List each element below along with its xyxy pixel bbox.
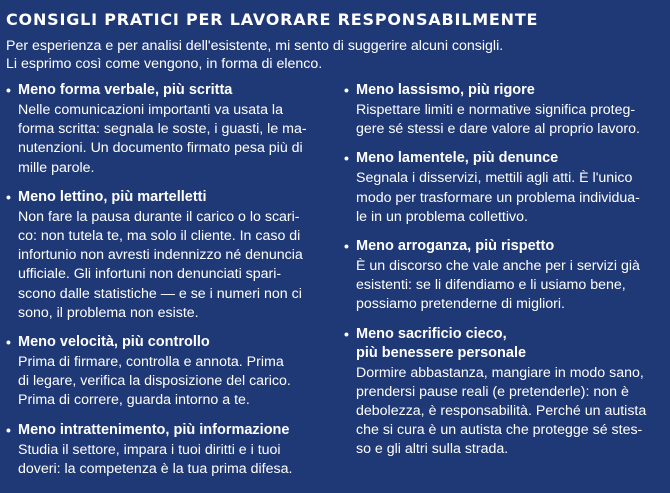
- advice-body-line: infortunio non avresti indennizzo né denuncia: [18, 247, 303, 264]
- advice-body: [6, 208, 336, 323]
- advice-title-line: Meno lettino, più martelletti: [18, 188, 207, 205]
- advice-body-line: scono dalle statistiche — e se i numeri non ci: [18, 285, 302, 302]
- panel-title: CONSIGLI PRATICI PER LAVORARE RESPONSABILMENTE: [6, 10, 539, 29]
- advice-item-meno-forma-verbale-piu-scritta: [6, 81, 336, 178]
- advice-body-line: Nelle comunicazioni importanti va usata la: [18, 102, 283, 118]
- advice-body-line: sono, il problema non esiste.: [18, 304, 199, 321]
- advice-item-meno-lassismo-piu-rigore: [344, 81, 668, 139]
- advice-body-line: Dormire abbastanza, mangiare in modo sano,: [356, 364, 644, 381]
- advice-body: [6, 101, 336, 178]
- advice-title-line: Meno velocità, più controllo: [18, 334, 210, 351]
- bullet-icon: •: [344, 82, 349, 98]
- left-column: [6, 81, 336, 489]
- advice-title: [18, 81, 232, 100]
- advice-body-line: so e gli altri sulla strada.: [356, 441, 509, 458]
- advice-item-meno-arroganza-piu-rispetto: [344, 237, 668, 315]
- advice-heading: [6, 421, 336, 440]
- intro-line: Li esprimo così come vengono, in forma di elenco.: [6, 55, 323, 72]
- advice-heading: [344, 237, 668, 256]
- advice-title-line: Meno arroganza, più rispetto: [356, 238, 555, 255]
- advice-body-line: Prima di firmare, controlla e annota. Prima: [18, 354, 284, 371]
- advice-title-line: più benessere personale: [356, 344, 527, 361]
- advice-body-line: Studia il settore, impara i tuoi diritti e i tuoi: [18, 441, 281, 458]
- bullet-icon: •: [344, 238, 349, 255]
- advice-body: [344, 364, 668, 460]
- advice-item-meno-sacrificio-cieco-piu-benessere-personale: [344, 325, 668, 460]
- advice-title-line: Meno sacrificio cieco,: [356, 325, 507, 342]
- advice-item-meno-intrattenimento-piu-informazione: [6, 421, 336, 479]
- advice-body-line: mille parole.: [18, 159, 95, 176]
- advice-body-line: Rispettare limiti e normative significa proteg-: [356, 102, 636, 118]
- advice-heading: [6, 188, 336, 207]
- advice-body: [344, 101, 668, 139]
- advice-title-line: Meno lamentele, più denunce: [356, 150, 559, 167]
- bullet-icon: •: [6, 188, 11, 205]
- advice-body: [344, 169, 668, 227]
- bullet-icon: •: [6, 421, 11, 438]
- bullet-icon: •: [6, 82, 11, 98]
- advice-body-line: ufficiale. Gli infortuni non denunciati spari-: [18, 266, 282, 283]
- advice-heading: [6, 333, 336, 352]
- advice-title: [356, 149, 558, 168]
- advice-body-line: È un discorso che vale anche per i servizi già: [356, 258, 640, 275]
- right-column: [344, 81, 668, 470]
- bullet-icon: •: [6, 334, 11, 351]
- advice-title: [356, 237, 554, 256]
- advice-body-line: possiamo pretenderne di migliori.: [356, 296, 565, 313]
- advice-title-line: Meno intrattenimento, più informazione: [18, 421, 290, 438]
- advice-item-meno-velocita-piu-controllo: [6, 333, 336, 411]
- advice-heading: [344, 81, 668, 100]
- advice-body: [344, 257, 668, 315]
- advice-heading: [344, 149, 668, 168]
- intro-paragraph: [6, 38, 658, 73]
- advice-title: [356, 325, 526, 363]
- advice-body-line: che si cura è un autista che protegge sé stes-: [356, 422, 643, 439]
- advice-body-line: co: non tutela te, ma solo il cliente. In caso di: [18, 228, 301, 245]
- advice-body-line: doveri: la competenza è la tua prima difesa.: [18, 460, 293, 477]
- advice-heading: [344, 325, 668, 363]
- advice-body-line: esistenti: se li difendiamo e li usiamo bene,: [356, 277, 626, 294]
- advice-heading: [6, 81, 336, 100]
- advice-body-line: di legare, verifica la disposizione del carico.: [18, 373, 291, 390]
- advice-body-line: forma scritta: segnala le soste, i guasti, le ma-: [18, 121, 307, 138]
- advice-body-line: Non fare la pausa durante il carico o lo scari-: [18, 208, 300, 225]
- advice-body-line: gere sé stessi e dare valore al proprio lavoro.: [356, 121, 640, 138]
- advice-body-line: le in un problema collettivo.: [356, 208, 528, 225]
- advice-item-meno-lettino-piu-martelletti: [6, 188, 336, 323]
- advice-body-line: modo per trasformare un problema individua-: [356, 189, 640, 206]
- advice-body-line: nutenzioni. Un documento firmato pesa più di: [18, 140, 303, 157]
- advice-columns: [6, 81, 658, 481]
- advice-title: [18, 333, 210, 352]
- advice-title-line: Meno lassismo, più rigore: [356, 82, 535, 98]
- advice-title-line: Meno forma verbale, più scritta: [18, 82, 233, 98]
- advice-body-line: Segnala i disservizi, mettili agli atti. È l'unico: [356, 170, 633, 187]
- advice-title: [18, 421, 289, 440]
- advice-title: [18, 188, 207, 207]
- bullet-icon: •: [344, 325, 349, 342]
- advice-body-line: Prima di correre, guarda intorno a te.: [18, 392, 250, 409]
- advice-body: [6, 353, 336, 411]
- advice-item-meno-lamentele-piu-denunce: [344, 149, 668, 227]
- advice-body-line: debolezza, è responsabilità. Perché un autista: [356, 403, 647, 420]
- intro-line: Per esperienza e per analisi dell'esistente, mi sento di suggerire alcuni consigli.: [6, 38, 504, 54]
- advice-body: [6, 441, 336, 479]
- bullet-icon: •: [344, 150, 349, 167]
- advice-body-line: prendersi pause reali (e pretenderle): non è: [356, 383, 629, 400]
- advice-title: [356, 81, 535, 100]
